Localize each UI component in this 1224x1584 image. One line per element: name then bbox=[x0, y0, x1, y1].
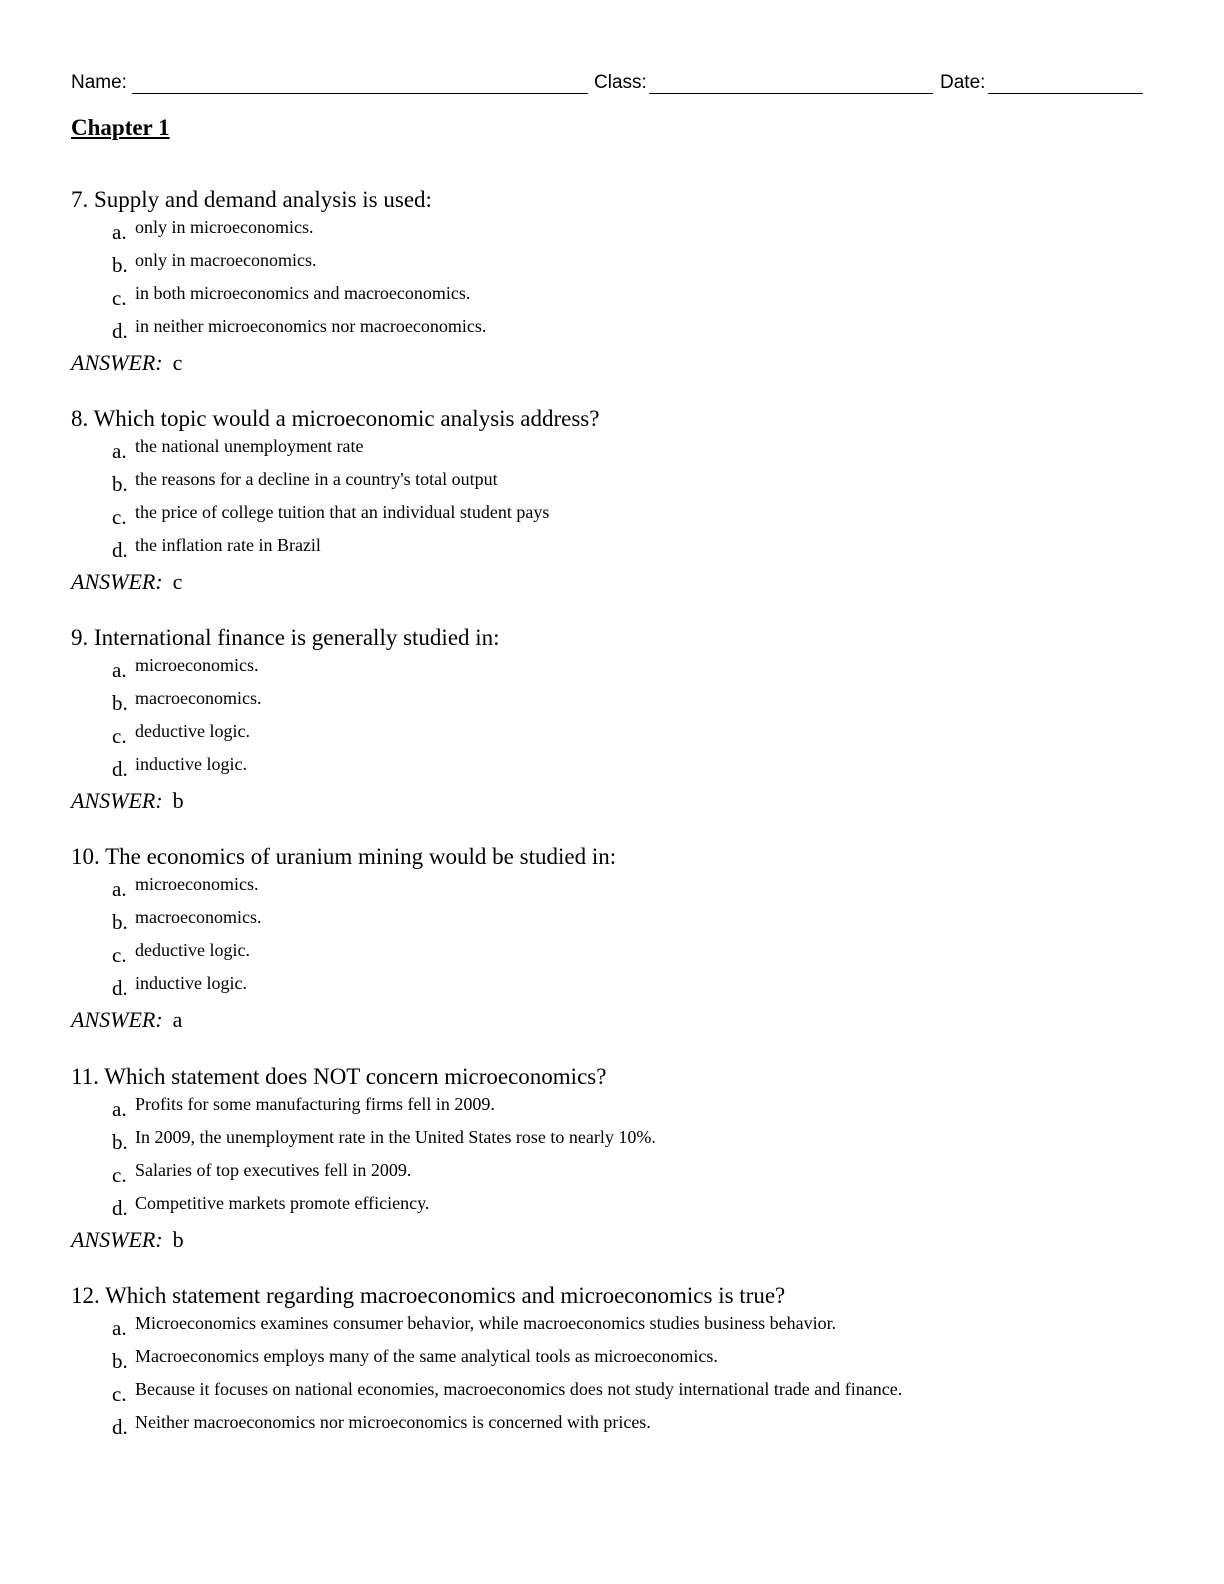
option-text: only in macroeconomics. bbox=[135, 250, 317, 270]
answer-option bbox=[71, 937, 1151, 970]
question-stem: 11. Which statement does NOT concern microeconomics? bbox=[71, 1064, 607, 1089]
answer-label: ANSWER: bbox=[71, 788, 163, 813]
answer-label: ANSWER: bbox=[71, 1227, 163, 1252]
student-info-header bbox=[71, 70, 1143, 98]
answer-option bbox=[71, 1157, 1151, 1190]
answer-option bbox=[71, 1190, 1151, 1223]
option-letter: a. bbox=[112, 220, 127, 244]
answer-option bbox=[71, 247, 1151, 280]
answer-option bbox=[71, 652, 1151, 685]
option-letter: b. bbox=[112, 691, 128, 715]
option-letter: d. bbox=[112, 319, 128, 343]
answer-line bbox=[71, 1007, 1151, 1033]
option-letter: d. bbox=[112, 1415, 128, 1439]
option-text: the national unemployment rate bbox=[135, 436, 364, 456]
option-letter: b. bbox=[112, 253, 128, 277]
answer-value: b bbox=[172, 1227, 184, 1252]
option-text: Because it focuses on national economies, macroeconomics does not study international trade and finance. bbox=[135, 1379, 903, 1399]
option-text: the reasons for a decline in a country's total output bbox=[135, 469, 498, 489]
option-letter: c. bbox=[112, 1163, 127, 1187]
option-letter: d. bbox=[112, 1196, 128, 1220]
option-letter: c. bbox=[112, 1382, 127, 1406]
option-text: microeconomics. bbox=[135, 874, 259, 894]
name-blank-line bbox=[132, 93, 588, 94]
option-letter: a. bbox=[112, 1097, 127, 1121]
answer-option bbox=[71, 1376, 1151, 1409]
answer-option bbox=[71, 904, 1151, 937]
option-letter: b. bbox=[112, 1130, 128, 1154]
option-text: in neither microeconomics nor macroeconomics. bbox=[135, 316, 487, 336]
option-letter: c. bbox=[112, 505, 127, 529]
option-text: Salaries of top executives fell in 2009. bbox=[135, 1160, 412, 1180]
answer-value: c bbox=[172, 569, 183, 594]
question-block bbox=[71, 843, 1151, 1033]
question-stem: 10. The economics of uranium mining would be studied in: bbox=[71, 844, 617, 869]
answer-line bbox=[71, 350, 1151, 376]
answer-option bbox=[71, 1124, 1151, 1157]
option-letter: b. bbox=[112, 910, 128, 934]
option-text: macroeconomics. bbox=[135, 907, 262, 927]
option-text: in both microeconomics and macroeconomics. bbox=[135, 283, 471, 303]
option-letter: b. bbox=[112, 1349, 128, 1373]
question-block bbox=[71, 1282, 1151, 1442]
class-label: Class: bbox=[594, 72, 647, 93]
answer-option bbox=[71, 499, 1151, 532]
option-letter: c. bbox=[112, 724, 127, 748]
option-letter: a. bbox=[112, 1316, 127, 1340]
option-letter: a. bbox=[112, 658, 127, 682]
answer-option bbox=[71, 871, 1151, 904]
option-text: deductive logic. bbox=[135, 940, 250, 960]
answer-option bbox=[71, 718, 1151, 751]
option-text: inductive logic. bbox=[135, 754, 247, 774]
option-letter: d. bbox=[112, 757, 128, 781]
answer-option bbox=[71, 466, 1151, 499]
question-stem: 7. Supply and demand analysis is used: bbox=[71, 187, 432, 212]
option-letter: c. bbox=[112, 943, 127, 967]
answer-label: ANSWER: bbox=[71, 350, 163, 375]
answer-option bbox=[71, 532, 1151, 565]
question-block bbox=[71, 1063, 1151, 1253]
option-text: Microeconomics examines consumer behavior, while macroeconomics studies business behavior. bbox=[135, 1313, 837, 1333]
answer-line bbox=[71, 569, 1151, 595]
option-letter: a. bbox=[112, 877, 127, 901]
answer-label: ANSWER: bbox=[71, 569, 163, 594]
option-text: Competitive markets promote efficiency. bbox=[135, 1193, 430, 1213]
answer-option bbox=[71, 1343, 1151, 1376]
option-text: the price of college tuition that an individual student pays bbox=[135, 502, 550, 522]
option-text: microeconomics. bbox=[135, 655, 259, 675]
answer-line bbox=[71, 1227, 1151, 1253]
option-letter: c. bbox=[112, 286, 127, 310]
answer-value: a bbox=[172, 1007, 183, 1032]
option-text: only in microeconomics. bbox=[135, 217, 314, 237]
option-text: Profits for some manufacturing firms fell in 2009. bbox=[135, 1094, 495, 1114]
option-text: the inflation rate in Brazil bbox=[135, 535, 321, 555]
option-text: deductive logic. bbox=[135, 721, 250, 741]
option-text: In 2009, the unemployment rate in the United States rose to nearly 10%. bbox=[135, 1127, 656, 1147]
answer-option bbox=[71, 685, 1151, 718]
question-stem: 8. Which topic would a microeconomic analysis address? bbox=[71, 406, 600, 431]
option-letter: a. bbox=[112, 439, 127, 463]
answer-option bbox=[71, 313, 1151, 346]
option-letter: d. bbox=[112, 976, 128, 1000]
option-text: inductive logic. bbox=[135, 973, 247, 993]
name-label: Name: bbox=[71, 72, 127, 93]
answer-line bbox=[71, 788, 1151, 814]
answer-option bbox=[71, 1310, 1151, 1343]
option-letter: d. bbox=[112, 538, 128, 562]
option-text: macroeconomics. bbox=[135, 688, 262, 708]
question-block bbox=[71, 186, 1151, 376]
answer-option bbox=[71, 751, 1151, 784]
answer-value: b bbox=[172, 788, 184, 813]
option-text: Neither macroeconomics nor microeconomics is concerned with prices. bbox=[135, 1412, 651, 1432]
answer-label: ANSWER: bbox=[71, 1007, 163, 1032]
question-block bbox=[71, 405, 1151, 595]
answer-option bbox=[71, 1091, 1151, 1124]
answer-value: c bbox=[172, 350, 183, 375]
option-text: Macroeconomics employs many of the same analytical tools as microeconomics. bbox=[135, 1346, 718, 1366]
option-letter: b. bbox=[112, 472, 128, 496]
question-stem: 12. Which statement regarding macroeconomics and microeconomics is true? bbox=[71, 1283, 786, 1308]
question-stem: 9. International finance is generally studied in: bbox=[71, 625, 500, 650]
answer-option bbox=[71, 970, 1151, 1003]
class-blank-line bbox=[649, 93, 933, 94]
question-block bbox=[71, 624, 1151, 814]
answer-option bbox=[71, 214, 1151, 247]
answer-option bbox=[71, 433, 1151, 466]
answer-option bbox=[71, 280, 1151, 313]
date-label: Date: bbox=[940, 72, 986, 93]
date-blank-line bbox=[988, 93, 1143, 94]
chapter-title: Chapter 1 bbox=[71, 115, 170, 140]
answer-option bbox=[71, 1409, 1151, 1442]
